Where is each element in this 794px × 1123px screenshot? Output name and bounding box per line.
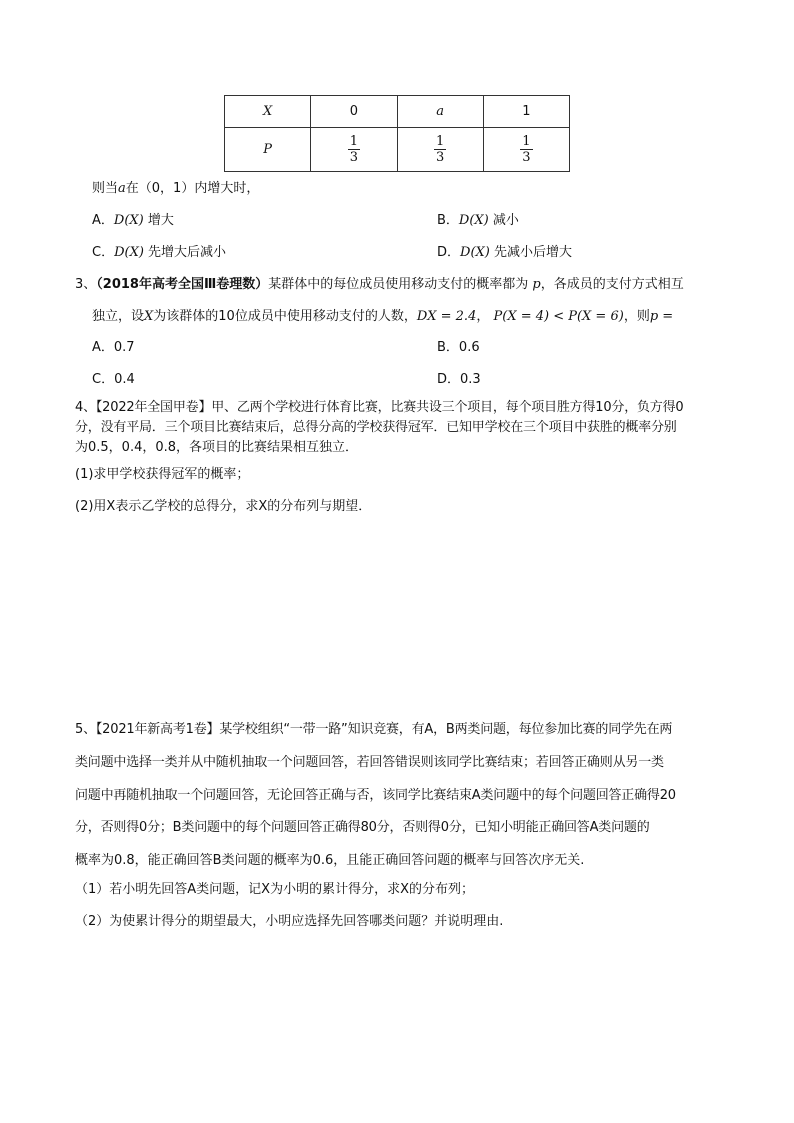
q2-option-b: B．D(X) 减小 (437, 213, 519, 228)
table-cell-x-label: X (225, 96, 311, 128)
q2-option-d: D．D(X) 先减小后增大 (437, 245, 572, 260)
q3-option-c: C．0.4 (92, 372, 135, 387)
table-cell-value-1: 1 (483, 96, 569, 128)
table-cell-prob-3 (483, 128, 569, 172)
q5-line-4: 分，否则得0分；B类问题中的每个问题回答正确得80分，否则得0分，已知小明能正确回答A类问题的 (75, 820, 650, 835)
fraction: $\frac{1}{3}$ (522, 134, 531, 165)
q4-line-2: 分，没有平局．三个项目比赛结束后，总得分高的学校获得冠军．已知甲学校在三个项目中获胜的概率分别 (75, 420, 677, 435)
fraction: $\frac{1}{3}$ (349, 134, 359, 165)
q5-line-5: 概率为0.8，能正确回答B类问题的概率为0.6，且能正确回答问题的概率与回答次序无关. (75, 853, 585, 868)
q5-part-1: （1）若小明先回答A类问题，记X为小明的累计得分，求X的分布列； (75, 882, 474, 897)
fraction: $\frac{1}{3}$ (435, 134, 445, 165)
table-cell-prob-2 (397, 128, 483, 172)
q5-part-2: （2）为使累计得分的期望最大，小明应选择先回答哪类问题？并说明理由. (75, 914, 504, 929)
q5-line-3: 问题中再随机抽取一个问题回答，无论回答正确与否，该同学比赛结束A类问题中的每个问题回答正确得20 (75, 788, 676, 803)
q2-option-a: A．D(X) 增大 (92, 213, 174, 228)
q4-part-1: (1)求甲学校获得冠军的概率； (75, 467, 250, 482)
q2-stem: 则当a在（0，1）内增大时， (92, 181, 260, 196)
q3-option-a: A．0.7 (92, 340, 135, 355)
table-cell-p-label: P (225, 128, 311, 172)
q3-line-1: 3、（2018年高考全国Ⅲ卷理数）某群体中的每位成员使用移动支付的概率都为 p，各成员的支付方式相互 (75, 277, 684, 292)
q4-line-1: 4、【2022年全国甲卷】甲、乙两个学校进行体育比赛，比赛共设三个项目，每个项目胜方得10分，负方得0 (75, 400, 684, 415)
table-cell-value-0: 0 (311, 96, 397, 128)
q3-option-b: B．0.6 (437, 340, 480, 355)
q5-line-2: 类问题中选择一类并从中随机抽取一个问题回答，若回答错误则该同学比赛结束；若回答正确则从另一类 (75, 755, 664, 770)
table-cell-value-a: a (397, 96, 483, 128)
table-cell-prob-1 (311, 128, 397, 172)
q2-option-c: C．D(X) 先增大后减小 (92, 245, 227, 260)
q4-line-3: 为0.5，0.4，0.8，各项目的比赛结果相互独立． (75, 440, 359, 455)
q3-option-d: D．0.3 (437, 372, 481, 387)
q4-part-2: (2)用X表示乙学校的总得分，求X的分布列与期望． (75, 499, 372, 514)
q5-line-1: 5、【2021年新高考1卷】某学校组织“一带一路”知识竞赛，有A，B两类问题，每位参加比赛的同学先在两 (75, 722, 673, 737)
distribution-table (224, 95, 570, 172)
q3-line-2: 独立，设X为该群体的10位成员中使用移动支付的人数，DX = 2.4， P(X = 4) < P(X = 6)，则p = (92, 309, 674, 324)
